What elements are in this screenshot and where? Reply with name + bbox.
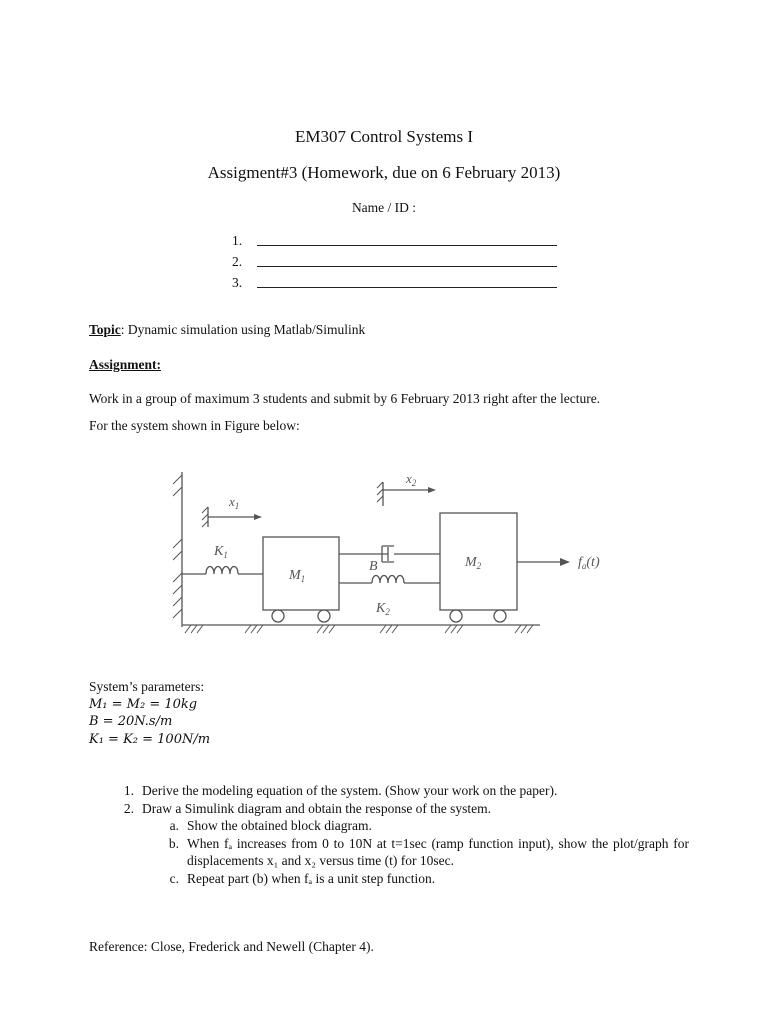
topic-line xyxy=(89,322,365,338)
assignment-heading: Assignment: xyxy=(89,357,162,372)
blank-line[interactable] xyxy=(257,254,557,267)
name-line-number: 3. xyxy=(232,275,243,290)
name-lines xyxy=(232,233,557,296)
task-item xyxy=(89,800,689,818)
topic-text: : Dynamic simulation using Matlab/Simulink xyxy=(120,322,366,337)
task-number: 2. xyxy=(123,800,134,816)
course-title: EM307 Control Systems I xyxy=(294,127,474,146)
parameter-stiffness: K₁ = K₂ = 100N/m xyxy=(89,731,211,747)
paragraph-system-intro: For the system shown in Figure below: xyxy=(89,418,300,433)
name-line-1[interactable] xyxy=(232,233,557,254)
name-id-label: Name / ID : xyxy=(351,200,417,215)
blank-line[interactable] xyxy=(257,275,557,288)
m2-wheel-left xyxy=(450,610,462,622)
task-text: Derive the modeling equation of the system. (Show your work on the paper). xyxy=(142,783,558,798)
name-line-number: 1. xyxy=(232,233,243,248)
k2-label: $K_2$ xyxy=(376,601,390,617)
subtask-text: Show the obtained block diagram. xyxy=(187,818,372,833)
subtask-letter: a. xyxy=(169,818,179,833)
parameter-mass: M₁ = M₂ = 10kg xyxy=(89,696,198,712)
parameter-damping: B = 20N.s/m xyxy=(89,714,173,729)
parameters-heading: System’s parameters: xyxy=(89,679,205,694)
k1-spring-coil xyxy=(206,567,238,575)
name-line-2[interactable] xyxy=(232,254,557,275)
subtask-item xyxy=(89,835,689,870)
b-label: B xyxy=(369,559,378,574)
task-text: Draw a Simulink diagram and obtain the response of the system. xyxy=(142,800,492,816)
task-number: 1. xyxy=(123,783,134,798)
x2-label: $x_2$ xyxy=(406,471,417,488)
subtask-text: When fₐ increases from 0 to 10N at t=1sec (ramp function input), show the plot/graph for displacements x₁ and x₂ versus time (t) for 10sec. xyxy=(187,835,689,868)
x1-label: $x_1$ xyxy=(229,494,240,511)
m1-label: $M_1$ xyxy=(289,568,306,584)
subtask-item xyxy=(89,870,689,888)
subtask-text: Repeat part (b) when fₐ is a unit step function. xyxy=(187,870,436,886)
name-line-3[interactable] xyxy=(232,275,557,296)
subtask-letter: b. xyxy=(168,835,179,851)
reference-line: Reference: Close, Frederick and Newell (Chapter 4). xyxy=(89,939,374,954)
task-item xyxy=(89,782,689,800)
force-label: $f_a(t)$ xyxy=(578,555,600,571)
k2-spring-coil xyxy=(372,576,404,584)
left-wall-hatch xyxy=(173,475,182,618)
m1-wheel-left xyxy=(272,610,284,622)
mass-spring-diagram xyxy=(170,462,610,640)
system-parameters xyxy=(89,678,210,748)
m1-wheel-right xyxy=(318,610,330,622)
floor-hatch xyxy=(185,625,533,633)
mass-spring-figure xyxy=(170,462,610,644)
m2-label: $M_2$ xyxy=(465,555,482,571)
m2-wheel-right xyxy=(494,610,506,622)
blank-line[interactable] xyxy=(257,233,557,246)
subtask-letter: c. xyxy=(169,870,179,886)
paragraph-group-info: Work in a group of maximum 3 students and submit by 6 February 2013 right after the lecture. xyxy=(89,391,601,406)
assignment-title: Assigment#3 (Homework, due on 6 February 2013) xyxy=(207,163,561,182)
topic-label: Topic xyxy=(89,322,121,337)
task-list xyxy=(89,782,689,887)
name-line-number: 2. xyxy=(232,254,243,269)
k1-label: $K_1$ xyxy=(214,544,228,560)
subtask-item xyxy=(89,817,689,835)
